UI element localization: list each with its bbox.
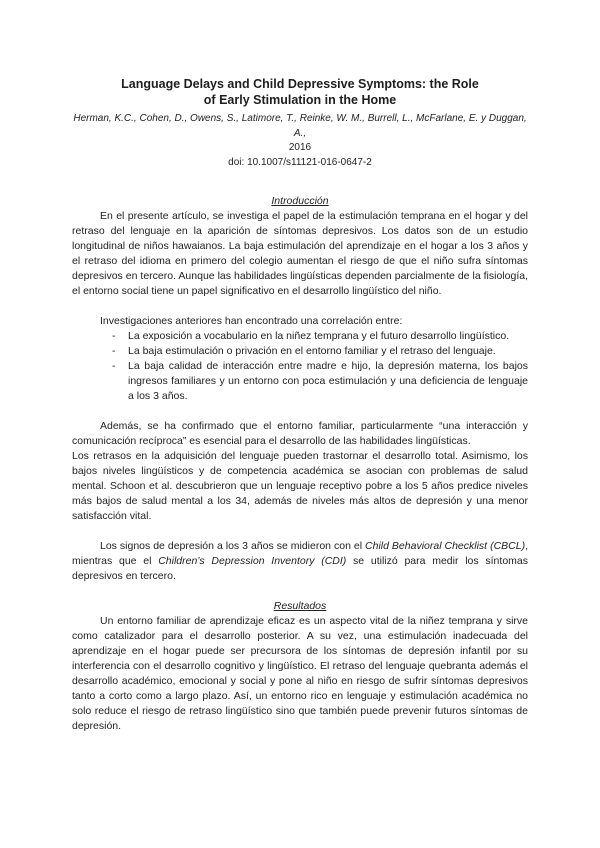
dash-bullet: - xyxy=(112,330,116,342)
list-item xyxy=(112,329,528,344)
results-paragraph-1: Un entorno familiar de aprendizaje eficaz es un aspecto vital de la niñez temprana y sirve como catalizador para el desarrollo posterior. A su vez, una estimulación inadecuada del aprendizaje en el hogar puede ser precursora de los síntomas de depresión infantil por su interferencia con el desarrollo cognitivo y lingüístico. El retraso del lenguaje quebranta además el desarrollo académico, emocional y social y pone al niño en riesgo de sufrir síntomas depresivos tanto a corto como a largo plazo. Así, un entorno rico en lenguaje y estimulación académica no solo reduce el riesgo de retraso lingüístico sino que también puede prevenir futuros síntomas de depresión. xyxy=(72,615,528,732)
list-item xyxy=(112,359,528,404)
title-line-1: Language Delays and Child Depressive Symptoms: the Role xyxy=(121,77,479,91)
list-item-text: La baja estimulación o privación en el entorno familiar y el retraso del lenguaje. xyxy=(128,345,496,357)
list-item-text: La baja calidad de interacción entre madre e hijo, la depresión materna, los bajos ingresos familiares y un entorno con poca estimulación y una deficiencia de lenguaje a los 3 años. xyxy=(128,360,528,402)
authors-line: Herman, K.C., Cohen, D., Owens, S., Latimore, T., Reinke, W. M., Burrell, L., McFarlane, E. y Duggan, A., xyxy=(73,113,527,139)
intro-paragraph-4: Los retrasos en la adquisición del lenguaje pueden trastornar el desarrollo total. Asimismo, los bajos niveles lingüísticos y de competencia académica se asocian con problemas de salud mental. Schoon et al. descubrieron que un lenguaje receptivo pobre a los 5 años predice niveles más bajos de salud mental a los 34, además de niveles más altos de depresión y una menor satisfacción vital. xyxy=(72,450,528,522)
p5-text-b: , mientras que el xyxy=(72,540,528,567)
intro-paragraph-3: Además, se ha confirmado que el entorno familiar, particularmente “una interacción y comunicación recíproca” es esencial para el desarrollo de las habilidades lingüísticas. xyxy=(72,420,528,447)
cbcl-title: Child Behavioral Checklist (CBCL) xyxy=(365,540,526,552)
cdi-title: Children’s Depression Inventory (CDI) xyxy=(158,555,347,567)
dash-bullet: - xyxy=(112,360,116,372)
list-item xyxy=(112,344,528,359)
correlation-list xyxy=(72,329,528,404)
dash-bullet: - xyxy=(112,345,116,357)
p5-text-a: Los signos de depresión a los 3 años se midieron con el xyxy=(100,540,366,552)
intro-paragraph-1: En el presente artículo, se investiga el papel de la estimulación temprana en el hogar y del retraso del lenguaje en la aparición de síntomas depresivos. Los datos son de un estudio longitudinal de niños hawaianos. La baja estimulación del aprendizaje en el hogar a los 3 años y el retraso del idioma en primero del colegio aumentan el riesgo de que el niño sufra síntomas depresivos en tercero. Aunque las habilidades lingüísticas dependen parcialmente de la fisiología, el entorno social tiene un papel significativo en el desarrollo lingüístico del niño. xyxy=(72,210,528,297)
doi-line: doi: 10.1007/s11121-016-0647-2 xyxy=(228,156,372,168)
p5-text-c: se utilizó para medir los síntomas depresivos en tercero. xyxy=(72,555,528,582)
intro-paragraph-5 xyxy=(72,539,528,584)
publication-year: 2016 xyxy=(288,142,312,153)
list-item-text: La exposición a vocabulario en la niñez temprana y el futuro desarrollo lingüístico. xyxy=(128,330,510,342)
document-page xyxy=(72,76,528,734)
title-line-2: of Early Stimulation in the Home xyxy=(203,93,397,107)
section-heading-introduccion: Introducción xyxy=(271,195,329,207)
intro-paragraph-2: Investigaciones anteriores han encontrado una correlación entre: xyxy=(100,315,403,327)
section-heading-resultados: Resultados xyxy=(273,600,327,612)
document-title xyxy=(72,76,528,108)
